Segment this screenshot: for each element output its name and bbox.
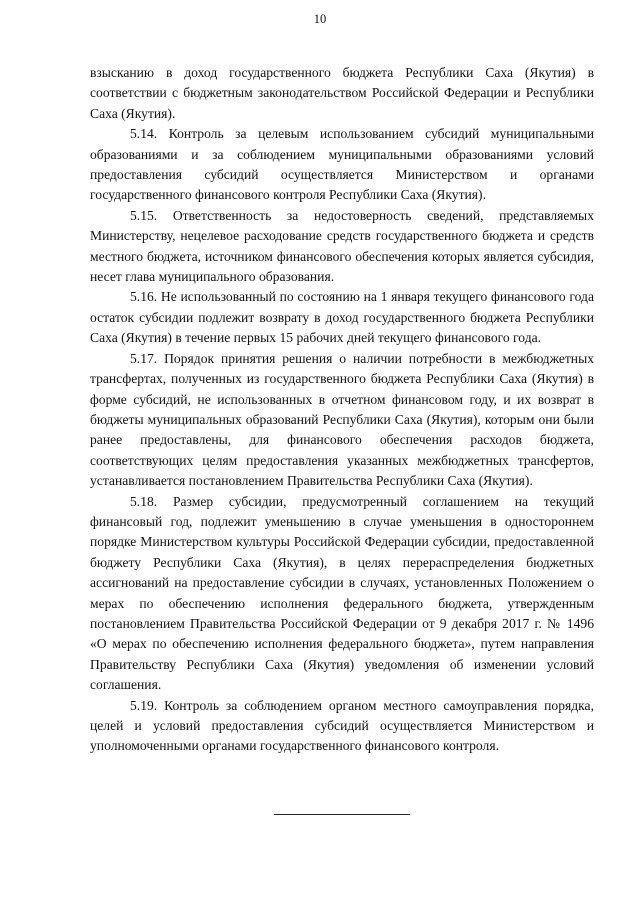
paragraph-text: Контроль за целевым использованием субсидий муниципальными образованиями и за соблюдением муниципальными образованиями условий предоставления субсидий осуществляется Министерством и органами государственного финансового контроля Республики Саха (Якутия). xyxy=(90,126,594,203)
paragraph-number: 5.14. xyxy=(130,126,158,142)
paragraph-number: 5.18. xyxy=(130,493,158,509)
paragraph-text: Ответственность за недостоверность сведений, представляемых Министерству, нецелевое расходование средств государственного бюджета и средств местного бюджета, источником финансового обеспечения которых является субсидия, несет глава муниципального образования. xyxy=(90,207,594,285)
paragraph-5-19 xyxy=(90,696,594,757)
paragraph-number: 5.19. xyxy=(130,697,158,713)
paragraph-continuation xyxy=(90,63,594,124)
paragraph-5-16 xyxy=(90,287,594,348)
paragraph-number: 5.15. xyxy=(130,207,158,223)
end-separator-line xyxy=(274,814,410,815)
paragraph-5-14 xyxy=(90,124,594,206)
paragraph-number: 5.16. xyxy=(130,289,158,305)
paragraph-5-18 xyxy=(90,492,594,696)
paragraph-5-17 xyxy=(90,349,594,492)
paragraph-text: Не использованный по состоянию на 1 января текущего финансового года остаток субсидии подлежит возврату в доход государственного бюджета Республики Саха (Якутия) в течение первых 15 рабочих дней текущего финансового года. xyxy=(90,289,594,346)
paragraph-number: 5.17. xyxy=(130,350,158,366)
paragraph-text: Порядок принятия решения о наличии потребности в межбюджетных трансфертах, полученных из государственного бюджета Республики Саха (Якутия) в форме субсидий, не использованных в отчетном финансовом году, и их возврат в бюджеты муниципальных образований Республики Саха (Якутия), которым они были ранее предоставлены, для финансового обеспечения расходов бюджета, соответствующих целям предоставления указанных межбюджетных трансфертов, устанавливается постановлением Правительства Республики Саха (Якутия). xyxy=(90,350,594,489)
page-number: 10 xyxy=(313,12,327,26)
paragraph-5-15 xyxy=(90,206,594,288)
paragraph-text: Размер субсидии, предусмотренный соглашением на текущий финансовый год, подлежит уменьшению в случае уменьшения в одностороннем порядке Министерством культуры Российской Федерации субсидии, предоставленной бюджету Республики Саха (Якутия), в целях перераспределения бюджетных ассигнований на предоставление субсидии в случаях, установленных Положением о мерах по обеспечению исполнения федерального бюджета, утвержденным постановлением Правительства Российской Федерации от 9 декабря 2017 г. № 1496 «О мерах по обеспечению исполнения федерального бюджета», путем направления Правительству Республики Саха (Якутия) уведомления об изменении условий соглашения. xyxy=(90,493,594,693)
paragraph-text: взысканию в доход государственного бюджета Республики Саха (Якутия) в соответствии с бюджетным законодательством Российской Федерации и Республики Саха (Якутия). xyxy=(90,65,594,121)
document-body xyxy=(90,63,594,757)
paragraph-text: Контроль за соблюдением органом местного самоуправления порядка, целей и условий предоставления субсидий осуществляется Министерством и уполномоченными органами государственного финансового контроля. xyxy=(90,697,594,754)
